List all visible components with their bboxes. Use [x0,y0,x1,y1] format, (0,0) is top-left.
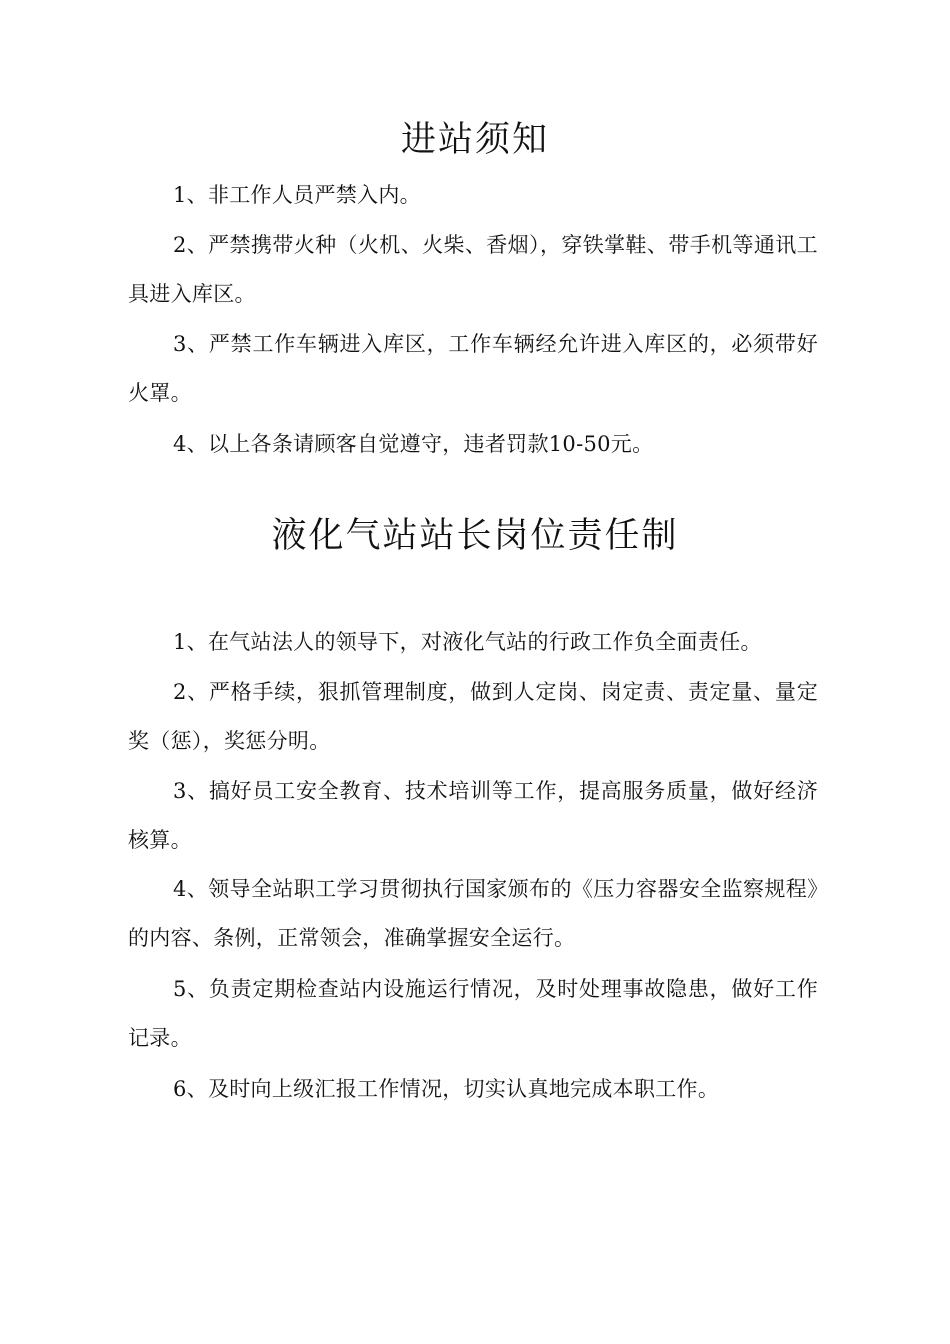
duty-item-3: 3、搞好员工安全教育、技术培训等工作，提高服务质量，做好经济核算。 [128,779,818,852]
duty-item-4: 4、领导全站职工学习贯彻执行国家颁布的《压力容器安全监察规程》的内容、条例，正常领会，准确掌握安全运行。 [128,877,818,950]
entry-rule-2: 2、严禁携带火种（火机、火柴、香烟），穿铁掌鞋、带手机等通讯工具进入库区。 [128,233,818,306]
entry-rule-3: 3、严禁工作车辆进入库区，工作车辆经允许进入库区的，必须带好火罩。 [128,332,818,405]
duty-item-5: 5、负责定期检查站内设施运行情况，及时处理事故隐患，做好工作记录。 [128,977,818,1050]
duty-item-1: 1、在气站法人的领导下，对液化气站的行政工作负全面责任。 [173,630,762,654]
section-title-entry-notice: 进站须知 [400,120,549,160]
duty-item-6: 6、及时向上级汇报工作情况，切实认真地完成本职工作。 [173,1077,720,1101]
section-title-station-manager-duties: 液化气站站长岗位责任制 [271,516,679,556]
duty-item-2: 2、严格手续，狠抓管理制度，做到人定岗、岗定责、责定量、量定奖（惩），奖惩分明。 [128,680,818,753]
entry-rule-1: 1、非工作人员严禁入内。 [173,183,421,207]
entry-rule-4: 4、以上各条请顾客自觉遵守，违者罚款10-50元。 [173,432,654,456]
